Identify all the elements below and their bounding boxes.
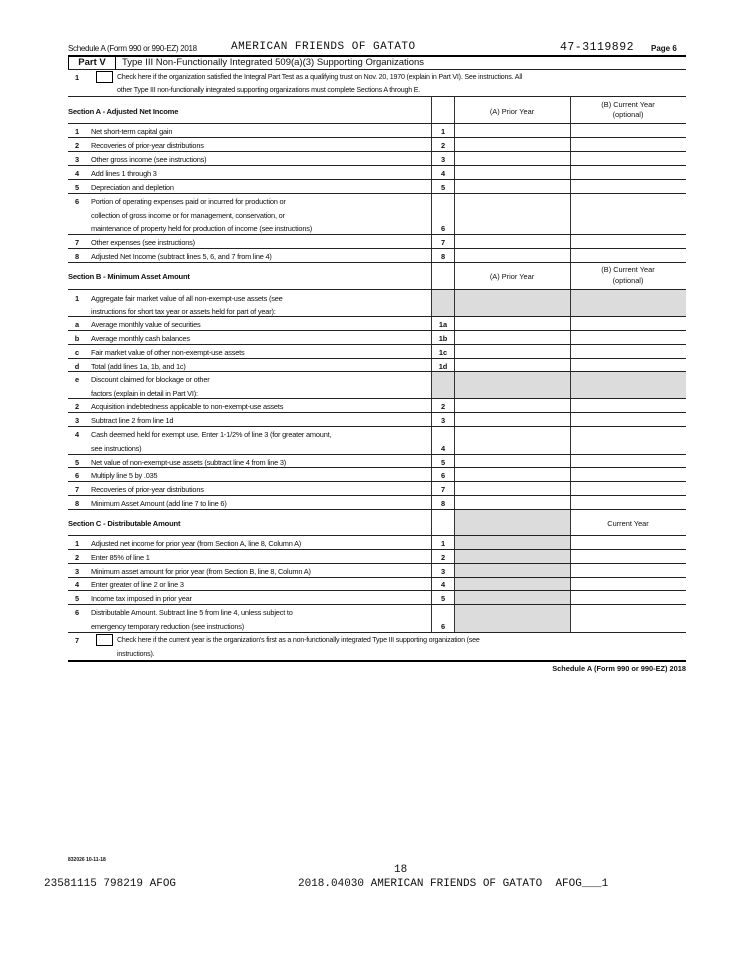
line-description: Discount claimed for blockage or other [91,375,210,384]
row-divider [68,248,686,249]
line-description: Subtract line 2 from line 1d [91,416,174,425]
row-divider [68,262,686,263]
line-description: Multiply line 5 by .035 [91,471,158,480]
line-description: Adjusted Net Income (subtract lines 5, 6, and 7 from line 4) [91,252,272,261]
line-description: Depreciation and depletion [91,183,174,192]
column-line [570,96,571,633]
line-box-number: 6 [440,224,446,233]
line-number: 1 [74,539,80,548]
line-number: b [74,334,80,343]
section-b-col-b-optional: (optional) [612,276,644,285]
row-divider [68,577,686,578]
line-number: 1 [74,294,80,303]
line-description: factors (explain in detail in Part VI): [91,389,198,398]
line-box-number: 3 [440,155,446,164]
line-box-number: 2 [440,553,446,562]
form-code: 832026 10-11-18 [68,857,106,863]
line-description: Adjusted net income for prior year (from Section A, line 8, Column A) [91,539,302,548]
divider [68,69,686,70]
line-1-number: 1 [74,73,80,82]
line-number: 3 [74,155,80,164]
line-1-text: Check here if the organization satisfied the Integral Part Test as a qualifying trust on Nov. 20, 1970 (explain in Part VI). See instructions. All [117,73,523,81]
line-box-number: 8 [440,252,446,261]
line-number: 5 [74,594,80,603]
row-divider [68,481,686,482]
shaded-cell [455,372,570,398]
line-box-number: 3 [440,567,446,576]
section-a-col-b: (B) Current Year [601,100,655,109]
line-box-number: 2 [440,402,446,411]
line-description: Aggregate fair market value of all non-exempt-use assets (see [91,294,283,303]
integral-part-test-checkbox[interactable] [96,71,113,83]
divider [68,123,686,124]
row-divider [68,179,686,180]
line-number: 4 [74,580,80,589]
line-box-number: 1 [440,539,446,548]
line-description: Recoveries of prior-year distributions [91,141,204,150]
line-7-number: 7 [74,636,80,645]
line-number: d [74,362,80,371]
first-year-checkbox[interactable] [96,634,113,646]
line-number: a [74,320,80,329]
line-box-number: 1c [438,348,448,357]
line-box-number: 7 [440,238,446,247]
line-number: 5 [74,183,80,192]
section-b-col-b: (B) Current Year [601,265,655,274]
line-description: Recoveries of prior-year distributions [91,485,204,494]
line-number: 7 [74,485,80,494]
line-box-number: 1a [438,320,448,329]
page-header [68,41,686,55]
form-footer-reference: Schedule A (Form 990 or 990-EZ) 2018 [552,664,686,673]
line-description: instructions for short tax year or assets held for part of year): [91,307,276,316]
line-description: Average monthly cash balances [91,334,190,343]
divider [68,535,686,536]
row-divider [68,165,686,166]
row-divider [68,316,686,317]
row-divider [68,358,686,359]
line-number: 8 [74,252,80,261]
line-box-number: 3 [440,416,446,425]
line-number: c [74,348,80,357]
line-description: Minimum Asset Amount (add line 7 to line 6) [91,499,227,508]
row-divider [68,467,686,468]
shaded-cell [571,372,686,398]
bottom-rule [68,660,686,662]
section-c-title: Section C - Distributable Amount [68,519,181,528]
line-description: Average monthly value of securities [91,320,201,329]
row-divider [68,590,686,591]
shaded-cell [455,290,570,316]
section-b-col-a: (A) Prior Year [489,272,535,281]
row-divider [68,137,686,138]
section-a-col-a: (A) Prior Year [489,107,535,116]
footer-right-id: 2018.04030 AMERICAN FRIENDS OF GATATO AFOG___1 [298,878,609,890]
row-divider [68,509,686,510]
line-number: 4 [74,430,80,439]
line-number: 3 [74,416,80,425]
row-divider [68,454,686,455]
organization-name: AMERICAN FRIENDS OF GATATO [231,41,416,53]
row-divider [68,234,686,235]
line-box-number: 5 [440,594,446,603]
line-number: 4 [74,169,80,178]
line-number: 6 [74,608,80,617]
line-number: 6 [74,197,80,206]
part-label: Part V [68,56,116,70]
row-divider [68,398,686,399]
line-box-number: 1d [438,362,448,371]
line-description: Portion of operating expenses paid or incurred for production or [91,197,286,206]
line-number: 2 [74,553,80,562]
line-description: Fair market value of other non-exempt-use assets [91,348,245,357]
page-label: Page 6 [651,44,677,53]
row-divider [68,193,686,194]
row-divider [68,344,686,345]
line-description: Enter 85% of line 1 [91,553,150,562]
line-7-text: Check here if the current year is the organization's first as a non-functionally integrated Type III supporting organization (see [117,636,480,644]
shaded-cell [455,536,570,633]
page-number: 18 [394,864,408,876]
line-box-number: 4 [440,444,446,453]
section-a-col-b-optional: (optional) [612,110,644,119]
line-number: 2 [74,402,80,411]
ein-number: 47-3119892 [560,41,635,54]
line-description: collection of gross income or for management, conservation, or [91,211,285,220]
line-description: maintenance of property held for production of income (see instructions) [91,224,312,233]
line-box-number: 4 [440,169,446,178]
line-description: Add lines 1 through 3 [91,169,157,178]
line-box-number: 5 [440,458,446,467]
shaded-cell [432,372,454,398]
row-divider [68,412,686,413]
line-description: Total (add lines 1a, 1b, and 1c) [91,362,186,371]
section-b-title: Section B - Minimum Asset Amount [68,272,190,281]
shaded-cell [455,510,570,535]
line-number: 5 [74,458,80,467]
line-description: Other gross income (see instructions) [91,155,207,164]
line-box-number: 5 [440,183,446,192]
line-number: 2 [74,141,80,150]
line-number: 7 [74,238,80,247]
line-description: see instructions) [91,444,142,453]
part-title: Type III Non-Functionally Integrated 509(a)(3) Supporting Organizations [122,57,425,68]
line-box-number: 1b [438,334,448,343]
row-divider [68,632,686,633]
line-number: 3 [74,567,80,576]
divider [68,96,686,97]
line-number: 8 [74,499,80,508]
row-divider [68,371,686,372]
row-divider [68,426,686,427]
shaded-cell [432,290,454,316]
footer-left-id: 23581115 798219 AFOG [44,878,177,890]
line-number: 6 [74,471,80,480]
line-1-text-cont: other Type III non-functionally integrated supporting organizations must complete Sections A through E. [117,86,421,94]
section-a-title: Section A - Adjusted Net Income [68,107,179,116]
line-box-number: 2 [440,141,446,150]
line-number: 1 [74,127,80,136]
line-box-number: 1 [440,127,446,136]
line-description: Net value of non-exempt-use assets (subtract line 4 from line 3) [91,458,287,467]
line-description: Distributable Amount. Subtract line 5 from line 4, unless subject to [91,608,293,617]
section-c-col-current: Current Year [607,519,649,528]
line-description: emergency temporary reduction (see instructions) [91,622,245,631]
line-box-number: 4 [440,580,446,589]
line-description: Minimum asset amount for prior year (from Section B, line 8, Column A) [91,567,311,576]
line-box-number: 6 [440,622,446,631]
row-divider [68,549,686,550]
line-number: e [74,375,80,384]
line-box-number: 8 [440,499,446,508]
row-divider [68,563,686,564]
line-description: Acquisition indebtedness applicable to non-exempt-use assets [91,402,284,411]
row-divider [68,151,686,152]
line-box-number: 7 [440,485,446,494]
line-description: Other expenses (see instructions) [91,238,195,247]
line-description: Cash deemed held for exempt use. Enter 1-1/2% of line 3 (for greater amount, [91,430,332,439]
line-description: Enter greater of line 2 or line 3 [91,580,184,589]
row-divider [68,604,686,605]
line-7-text-cont: instructions). [117,650,155,658]
line-box-number: 6 [440,471,446,480]
row-divider [68,330,686,331]
row-divider [68,495,686,496]
shaded-cell [571,290,686,316]
line-description: Net short-term capital gain [91,127,173,136]
line-description: Income tax imposed in prior year [91,594,192,603]
form-reference: Schedule A (Form 990 or 990-EZ) 2018 [68,44,197,53]
